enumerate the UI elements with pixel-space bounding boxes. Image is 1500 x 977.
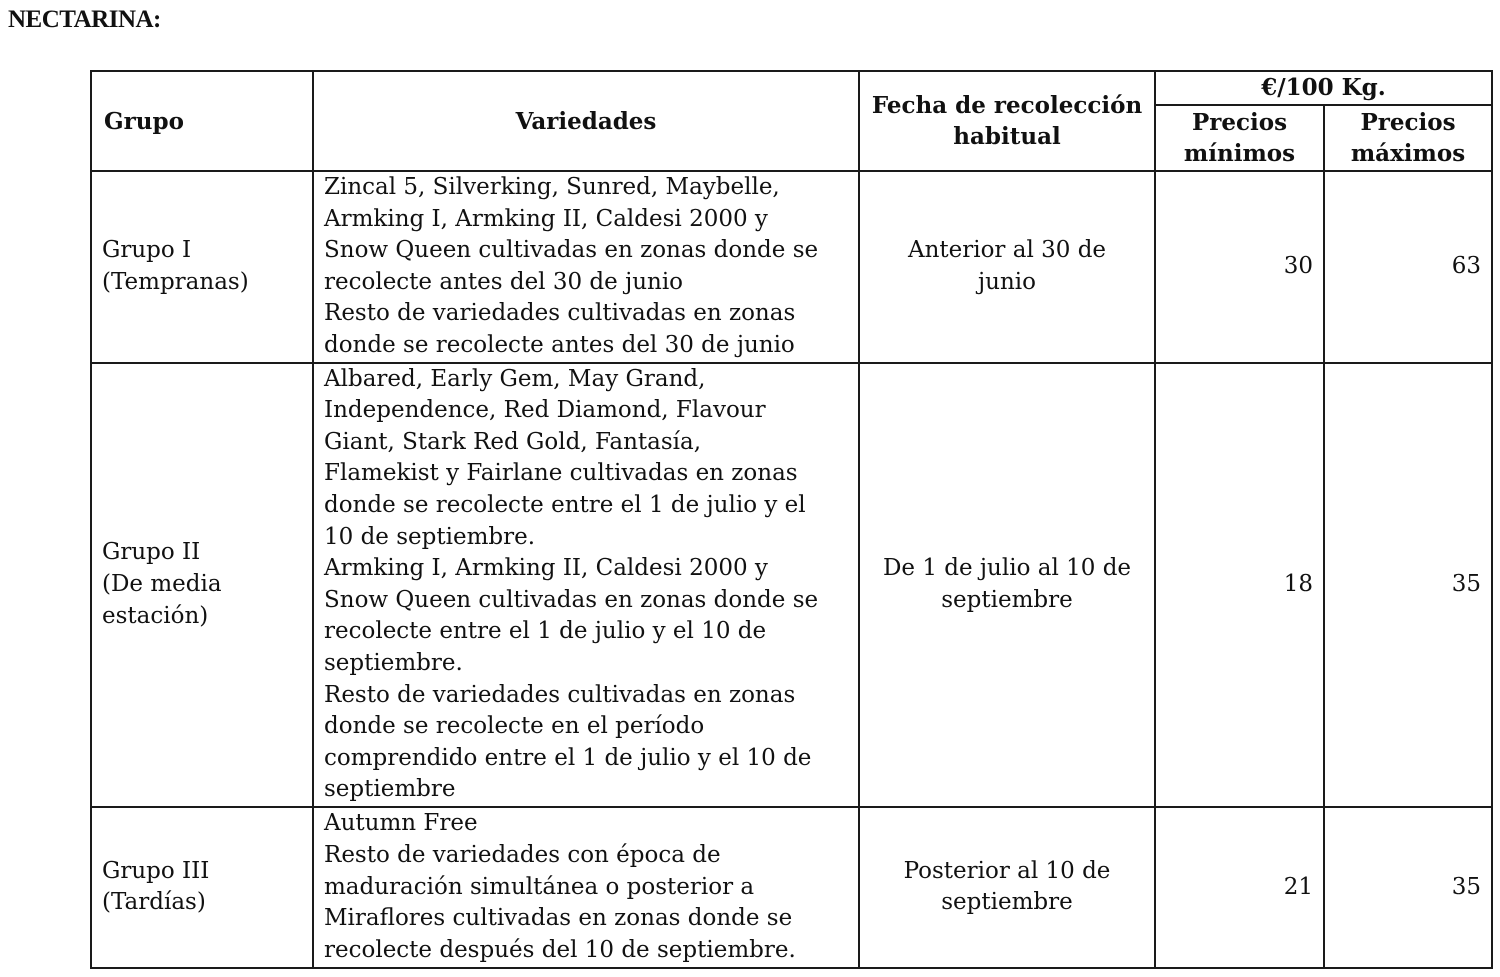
fecha-line: septiembre — [941, 586, 1073, 613]
table-row — [91, 363, 1492, 807]
cell-grupo — [91, 363, 313, 807]
header-fecha-line: Fecha de recolección — [871, 92, 1143, 119]
header-max-line: Precios — [1360, 109, 1456, 136]
variedades-line: Miraflores cultivadas en zonas donde se — [324, 905, 793, 932]
variedades-line: recolecte antes del 30 de junio — [324, 268, 684, 295]
grupo-line: (Tempranas) — [102, 268, 249, 295]
variedades-line: Zincal 5, Silverking, Sunred, Maybelle, — [324, 174, 780, 200]
variedades-line: donde se recolecte antes del 30 de junio — [324, 331, 795, 358]
fecha-line: Anterior al 30 de — [907, 237, 1107, 264]
cell-precio-min: 21 — [1155, 807, 1324, 968]
variedades-line: Albared, Early Gem, May Grand, — [324, 365, 706, 392]
variedades-line: Snow Queen cultivadas en zonas donde se — [324, 237, 819, 264]
document-title: NECTARINA: — [8, 6, 161, 33]
cell-precio-min: 18 — [1155, 363, 1324, 807]
variedades-line: Independence, Red Diamond, Flavour — [324, 397, 766, 424]
variedades-line: Autumn Free — [324, 810, 478, 837]
header-grupo: Grupo — [91, 71, 313, 171]
cell-variedades — [313, 807, 859, 968]
cell-fecha — [859, 807, 1155, 968]
grupo-line: Grupo II — [102, 539, 201, 566]
variedades-line: 10 de septiembre. — [324, 523, 536, 550]
nectarina-price-table — [90, 70, 1493, 969]
variedades-line: Resto de variedades cultivadas en zonas — [324, 681, 796, 708]
header-variedades: Variedades — [313, 71, 859, 171]
grupo-line: (De media — [102, 570, 222, 597]
variedades-line: recolecte entre el 1 de julio y el 10 de — [324, 618, 767, 645]
header-unit: €/100 Kg. — [1155, 71, 1492, 105]
cell-grupo — [91, 807, 313, 968]
header-fecha-line: habitual — [953, 123, 1061, 150]
table-row — [91, 807, 1492, 968]
header-min-line: mínimos — [1183, 140, 1296, 167]
cell-precio-min: 30 — [1155, 171, 1324, 363]
grupo-line: Grupo I — [102, 237, 192, 264]
variedades-line: septiembre. — [324, 649, 463, 676]
header-max-line: máximos — [1350, 140, 1466, 167]
variedades-line: Giant, Stark Red Gold, Fantasía, — [324, 428, 702, 455]
header-fecha — [859, 71, 1155, 171]
cell-fecha — [859, 171, 1155, 363]
grupo-line: Grupo III — [102, 857, 210, 884]
variedades-line: donde se recolecte en el período — [324, 713, 705, 740]
variedades-line: Snow Queen cultivadas en zonas donde se — [324, 586, 819, 613]
variedades-line: maduración simultánea o posterior a — [324, 873, 755, 900]
cell-fecha — [859, 363, 1155, 807]
header-precios-minimos — [1155, 105, 1324, 171]
fecha-line: De 1 de julio al 10 de — [882, 555, 1132, 582]
grupo-line: (Tardías) — [102, 889, 206, 916]
variedades-line: Resto de variedades cultivadas en zonas — [324, 300, 796, 327]
variedades-line: Armking I, Armking II, Caldesi 2000 y — [324, 205, 768, 232]
grupo-line: estación) — [102, 602, 209, 629]
variedades-line: comprendido entre el 1 de julio y el 10 de — [324, 744, 812, 771]
cell-precio-max: 63 — [1324, 171, 1492, 363]
variedades-line: septiembre — [324, 776, 456, 803]
fecha-line: Posterior al 10 de — [903, 857, 1111, 884]
cell-variedades — [313, 363, 859, 807]
cell-grupo — [91, 171, 313, 363]
variedades-line: Resto de variedades con época de — [324, 841, 721, 868]
cell-precio-max: 35 — [1324, 807, 1492, 968]
variedades-line: recolecte después del 10 de septiembre. — [324, 936, 796, 963]
variedades-line: donde se recolecte entre el 1 de julio y el — [324, 491, 806, 518]
cell-precio-max: 35 — [1324, 363, 1492, 807]
header-min-line: Precios — [1191, 109, 1288, 136]
header-precios-maximos — [1324, 105, 1492, 171]
fecha-line: junio — [978, 268, 1036, 295]
variedades-line: Armking I, Armking II, Caldesi 2000 y — [324, 555, 768, 582]
cell-variedades — [313, 171, 859, 363]
fecha-line: septiembre — [941, 889, 1073, 916]
table-row — [91, 171, 1492, 363]
variedades-line: Flamekist y Fairlane cultivadas en zonas — [324, 460, 798, 487]
